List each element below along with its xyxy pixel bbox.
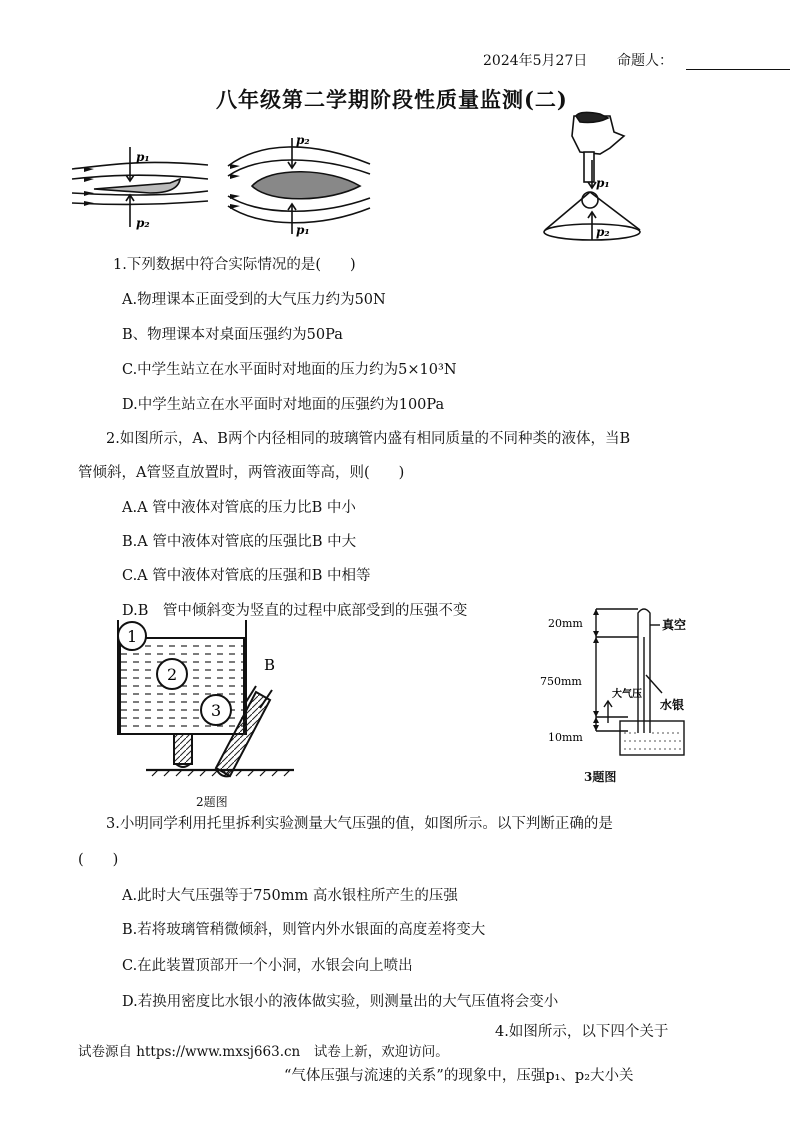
q3-label-750mm: 750mm (540, 675, 582, 688)
q1-stem: 1.下列数据中符合实际情况的是( ) (113, 257, 356, 273)
q3-label-atmosphere: 大气压 (612, 689, 642, 700)
funnel-ball-figure (540, 112, 650, 247)
airflow-figure-middle (210, 130, 375, 240)
q1-option-b: B、物理课本对桌面压强约为50Pa (122, 327, 343, 343)
q3-option-b: B.若将玻璃管稍微倾斜，则管内外水银面的高度差将变大 (122, 922, 486, 938)
q2-label-b: B (264, 656, 276, 674)
airflow-figure-left (70, 135, 210, 235)
q3-paren: ( ) (78, 852, 119, 868)
q2-option-c: C.A 管中液体对管底的压强和B 中相等 (122, 568, 371, 584)
author-label: 命题人： (617, 53, 673, 69)
q2-label-3: 3 (211, 701, 222, 720)
q2-option-d: D.B 管中倾斜变为竖直的过程中底部受到的压强不变 (122, 603, 468, 619)
label-p1: p₁ (136, 150, 150, 164)
q3-option-d: D.若换用密度比水银小的液体做实验，则测量出的大气压值将会变小 (122, 994, 559, 1010)
q2-label-2: 2 (167, 665, 178, 684)
q2-figure-caption: 2题图 (196, 795, 228, 809)
label-p1-bottom: p₁ (296, 223, 310, 237)
footer-source: 试卷源自 https://www.mxsj663.cn 试卷上新，欢迎访问。 (78, 1044, 449, 1060)
q3-stem: 3.小明同学利用托里拆利实验测量大气压强的值，如图所示。以下判断正确的是 (106, 816, 613, 832)
q3-label-10mm: 10mm (548, 731, 583, 744)
label-p2-top: p₂ (296, 133, 310, 147)
q2-figure (108, 618, 300, 790)
q4-stem-line1: 4.如图所示，以下四个关于 (495, 1024, 669, 1040)
author-blank-line (686, 69, 790, 70)
q3-label-vacuum: 真空 (662, 618, 687, 632)
q3-option-c: C.在此装置顶部开一个小洞，水银会向上喷出 (122, 958, 413, 974)
label-funnel-p1: p₁ (596, 176, 610, 190)
q1-option-c: C.中学生站立在水平面时对地面的压力约为5×10³N (122, 362, 457, 378)
exam-date: 2024年5月27日 (483, 53, 588, 69)
q2-option-b: B.A 管中液体对管底的压强比B 中大 (122, 534, 357, 550)
q3-figure (538, 605, 718, 780)
q1-option-a: A.物理课本正面受到的大气压力约为50N (122, 292, 386, 308)
q2-stem-line1: 2.如图所示，A、B两个内径相同的玻璃管内盛有相同质量的不同种类的液体，当B (106, 431, 631, 447)
q2-label-1: 1 (127, 627, 138, 646)
q3-option-a: A.此时大气压强等于750mm 高水银柱所产生的压强 (122, 888, 458, 904)
q2-stem-line2: 管倾斜，A管竖直放置时，两管液面等高，则( ) (78, 465, 405, 481)
label-funnel-p2: p₂ (596, 225, 610, 239)
q3-figure-caption: 3题图 (584, 770, 617, 784)
q4-stem-line2: “气体压强与流速的关系”的现象中，压强p₁、p₂大小关 (284, 1068, 634, 1084)
q1-option-d: D.中学生站立在水平面时对地面的压强约为100Pa (122, 397, 445, 413)
page-title: 八年级第二学期阶段性质量监测(二) (216, 87, 568, 112)
q3-label-20mm: 20mm (548, 617, 583, 630)
q2-option-a: A.A 管中液体对管底的压力比B 中小 (122, 500, 356, 516)
q3-label-mercury: 水银 (660, 698, 685, 712)
label-p2: p₂ (136, 216, 150, 230)
